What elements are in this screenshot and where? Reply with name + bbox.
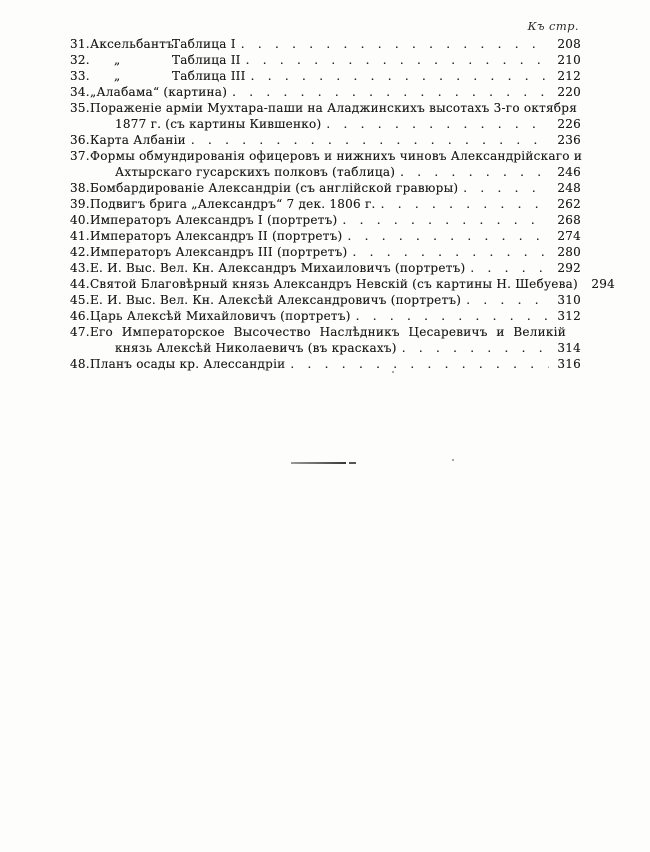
page-number: 262 [557,197,581,211]
end-rule [291,462,346,464]
entry-number: 47. [70,325,90,339]
toc-entry [70,132,581,148]
entry-text: Таблица II [172,53,241,67]
ditto-mark: „ [114,53,121,67]
dot-leader [347,228,549,244]
dot-leader [326,116,549,132]
entry-text-line1: Пораженіе арміи Мухтара-паши на Аладжинскихъ высотахъ 3-го октября [90,101,578,115]
page-number: 314 [557,341,581,355]
toc-entry [70,148,581,164]
entry-number: 48. [70,357,90,371]
scan-speck [452,459,454,461]
dot-leader [463,180,549,196]
dot-leader [400,164,549,180]
entry-number: 46. [70,309,90,323]
dot-leader [356,308,549,324]
toc-entry [70,84,581,100]
page-number: 310 [557,293,581,307]
entry-text-line2: 1877 г. (съ картины Кившенко) [115,117,322,131]
page-number: 312 [557,309,581,323]
entry-number: 35. [70,101,90,115]
entry-number: 34. [70,85,90,99]
page-number: 220 [557,85,581,99]
entry-text: Императоръ Александръ II (портретъ) [90,229,343,243]
entry-text: Подвигъ брига „Александръ“ 7 дек. 1806 г. [90,197,376,211]
entry-text: Святой Благовѣрный князь Александръ Невскій (съ картины Н. Шебуева) [90,277,578,291]
dot-leader [352,244,549,260]
dot-leader [191,132,549,148]
toc-entry [70,260,581,276]
toc-entry [70,68,581,84]
toc-entry [70,52,581,68]
entry-number: 44. [70,277,90,291]
entry-number: 40. [70,213,90,227]
dot-leader [232,84,549,100]
entry-text: Таблица III [172,69,246,83]
page-number: 268 [557,213,581,227]
end-rule-dash [349,462,356,464]
entry-number: 32. [70,53,90,67]
entry-number: 45. [70,293,90,307]
page-number: 294 [591,277,615,291]
page-number: 274 [557,229,581,243]
toc-entry [70,196,581,212]
entry-number: 41. [70,229,90,243]
entry-prefix: Аксельбантъ: [90,37,179,51]
page-column-heading: Къ стр. [527,19,579,33]
entry-text: Е. И. Выс. Вел. Кн. Александръ Михаиловичъ (портретъ) [90,261,466,275]
dot-leader [402,340,549,356]
ditto-mark: „ [114,69,121,83]
entry-text-line2: Ахтырскаго гусарскихъ полковъ (таблица) [115,165,396,179]
entry-number: 33. [70,69,90,83]
dot-leader [251,68,549,84]
toc-entry-continuation [70,340,581,356]
dot-leader [381,196,549,212]
dot-leader [290,356,549,372]
toc-entry [70,100,581,116]
page-number: 210 [557,53,581,67]
toc-entry [70,228,581,244]
page-number: 246 [557,165,581,179]
page-number: 292 [557,261,581,275]
page-number: 280 [557,245,581,259]
toc-entry [70,276,615,292]
toc-entry [70,212,581,228]
entry-number: 42. [70,245,90,259]
page-number: 212 [557,69,581,83]
entry-number: 37. [70,149,90,163]
entry-number: 39. [70,197,90,211]
page-number: 236 [557,133,581,147]
entry-number: 36. [70,133,90,147]
page-number: 226 [557,117,581,131]
entry-number: 43. [70,261,90,275]
dot-leader [241,36,549,52]
illustrations-list [70,36,615,372]
scan-speck [392,371,394,373]
dot-leader [466,292,549,308]
entry-number: 38. [70,181,90,195]
toc-entry-continuation [70,116,581,132]
entry-text-line1: Формы обмундированія офицеровъ и нижнихъ чиновъ Александрійскаго и [90,149,583,163]
toc-entry [70,180,581,196]
toc-entry-continuation [70,164,581,180]
entry-text-line1: Его Императорское Высочество Наслѣдникъ Цесаревичъ и Великій [90,325,566,339]
entry-text: Карта Албаніи [90,133,186,147]
entry-text: Е. И. Выс. Вел. Кн. Алексѣй Александровичъ (портретъ) [90,293,462,307]
toc-entry [70,308,581,324]
entry-number: 31. [70,37,90,51]
entry-text: Царь Алексѣй Михайловичъ (портретъ) [90,309,351,323]
entry-text: Планъ осады кр. Алессандріи [90,357,286,371]
toc-entry [70,36,581,52]
page-number: 248 [557,181,581,195]
entry-text: Императоръ Александръ I (портретъ) [90,213,338,227]
dot-leader [342,212,549,228]
entry-text: „Алабама“ (картина) [90,85,228,99]
toc-entry [70,356,581,372]
entry-text: Таблица I [172,37,236,51]
page-number: 208 [557,37,581,51]
toc-entry [70,324,581,340]
toc-entry [70,244,581,260]
entry-text: Императоръ Александръ III (портретъ) [90,245,348,259]
page-number: 316 [557,357,581,371]
toc-entry [70,292,581,308]
entry-text: Бомбардированіе Александріи (съ англійской гравюры) [90,181,459,195]
dot-leader [470,260,549,276]
dot-leader [246,52,549,68]
entry-text-line2: князь Алексѣй Николаевичъ (въ краскахъ) [115,341,397,355]
